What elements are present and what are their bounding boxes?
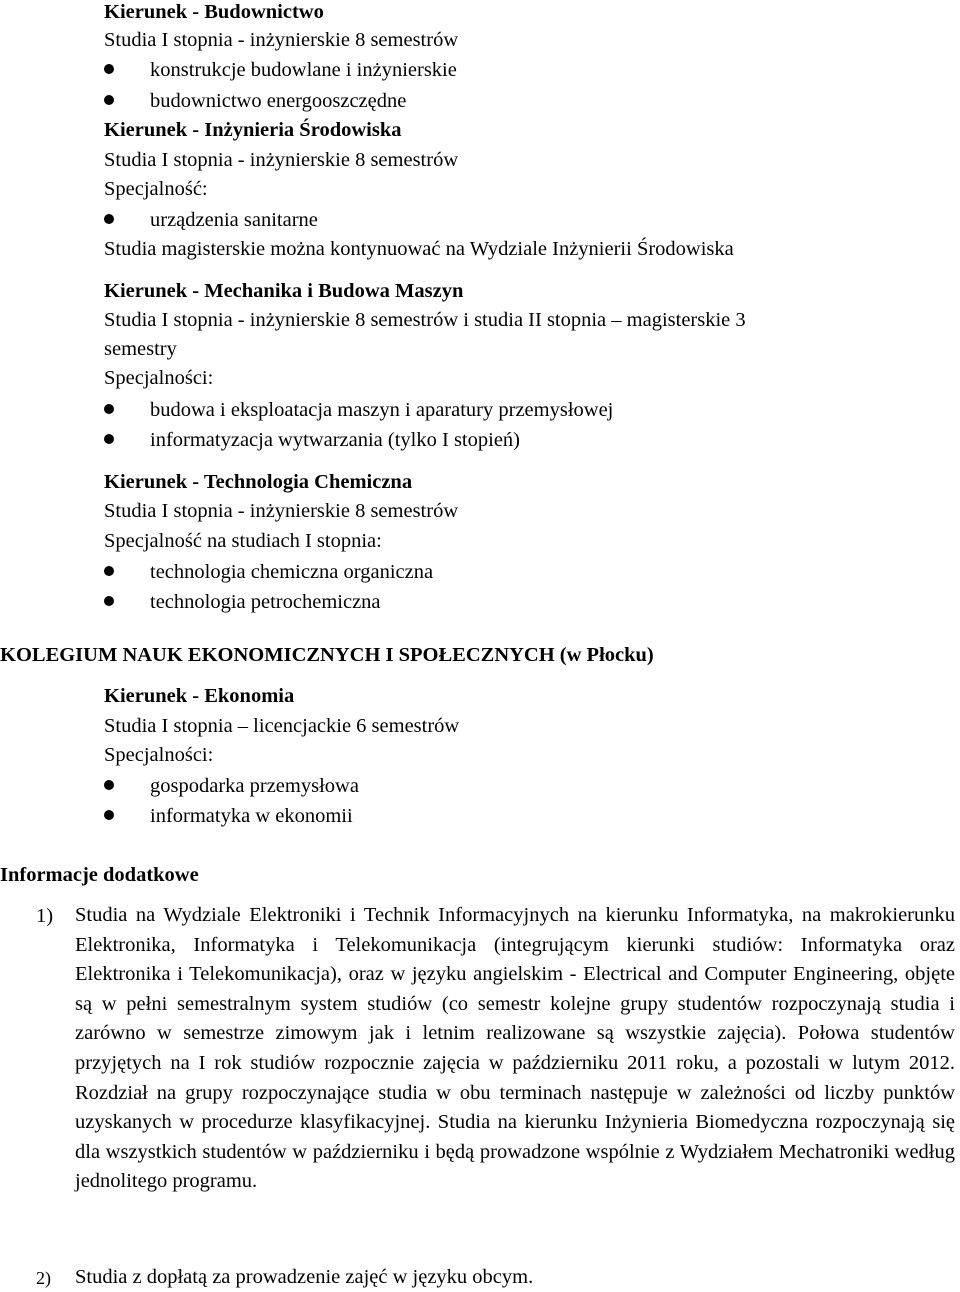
- bullet-icon: [104, 64, 114, 74]
- bullet-icon: [104, 404, 114, 414]
- bullet-icon: [104, 566, 114, 576]
- bullet-icon: [104, 810, 114, 820]
- study-info-mechanika-cont: semestry: [104, 338, 177, 360]
- specialty-item: budownictwo energooszczędne: [150, 90, 407, 112]
- note-number: 1): [36, 905, 54, 927]
- bullet-icon: [104, 434, 114, 444]
- bullet-icon: [104, 596, 114, 606]
- heading-inzynieria-srodowiska: Kierunek - Inżynieria Środowiska: [104, 119, 402, 141]
- study-note: Studia magisterskie można kontynuować na Wydziale Inżynierii Środowiska: [104, 238, 734, 260]
- specialty-item: informatyka w ekonomii: [150, 805, 353, 827]
- bullet-icon: [104, 95, 114, 105]
- bullet-icon: [104, 780, 114, 790]
- specialty-item: informatyzacja wytwarzania (tylko I stopień): [150, 429, 520, 451]
- specialty-item: gospodarka przemysłowa: [150, 775, 359, 797]
- note-paragraph: Studia z dopłatą za prowadzenie zajęć w języku obcym.: [75, 1266, 534, 1288]
- study-info-ekonomia: Studia I stopnia – licencjackie 6 semestrów: [104, 715, 460, 737]
- specialty-label: Specjalności:: [104, 367, 214, 389]
- specialty-item: technologia petrochemiczna: [150, 591, 381, 613]
- specialty-label: Specjalności:: [104, 744, 214, 766]
- additional-info-heading: Informacje dodatkowe: [0, 864, 199, 886]
- specialty-item: konstrukcje budowlane i inżynierskie: [150, 59, 457, 81]
- heading-ekonomia: Kierunek - Ekonomia: [104, 685, 295, 707]
- study-info-technologia: Studia I stopnia - inżynierskie 8 semestrów: [104, 500, 459, 522]
- specialty-label: Specjalność:: [104, 178, 208, 200]
- specialty-label: Specjalność na studiach I stopnia:: [104, 530, 382, 552]
- specialty-item: budowa i eksploatacja maszyn i aparatury przemysłowej: [150, 399, 614, 421]
- note-number: 2): [36, 1268, 51, 1288]
- bullet-icon: [104, 214, 114, 224]
- study-info-mechanika: Studia I stopnia - inżynierskie 8 semestrów i studia II stopnia – magisterskie 3: [104, 309, 746, 331]
- study-info-budownictwo: Studia I stopnia - inżynierskie 8 semestrów: [104, 29, 459, 51]
- heading-technologia-chemiczna: Kierunek - Technologia Chemiczna: [104, 471, 413, 493]
- specialty-item: technologia chemiczna organiczna: [150, 561, 434, 583]
- heading-budownictwo: Kierunek - Budownictwo: [104, 1, 324, 23]
- college-heading: KOLEGIUM NAUK EKONOMICZNYCH I SPOŁECZNYCH (w Płocku): [0, 644, 654, 666]
- heading-mechanika: Kierunek - Mechanika i Budowa Maszyn: [104, 280, 464, 302]
- specialty-item: urządzenia sanitarne: [150, 209, 318, 231]
- note-paragraph: Studia na Wydziale Elektroniki i Technik Informacyjnych na kierunku Informatyka, na makrokierunku Elektronika, Informatyka i Telekomunikacja (integrującym kierunki studiów: Informatyka oraz Elektronika i Telekomunikacja), oraz w języku angielskim - Electrical and Computer Engineering, objęte są w pełni semestralnym system studiów (co semestr kolejne grupy studentów rozpoczynają studia i zarówno w semestrze zimowym jak i letnim realizowane są wszystkie zajęcia). Połowa studentów przyjętych na I rok studiów rozpocznie zajęcia w październiku 2011 roku, a pozostali w lutym 2012. Rozdział na grupy rozpoczynające studia w obu terminach następuje w zależności od liczby punktów uzyskanych w procedurze klasyfikacyjnej. Studia na kierunku Inżynieria Biomedyczna rozpoczynają się dla wszystkich studentów w październiku i będą prowadzone wspólnie z Wydziałem Mechatroniki według jednolitego programu.: [75, 904, 955, 1193]
- study-info-inzynieria-srodowiska: Studia I stopnia - inżynierskie 8 semestrów: [104, 149, 459, 171]
